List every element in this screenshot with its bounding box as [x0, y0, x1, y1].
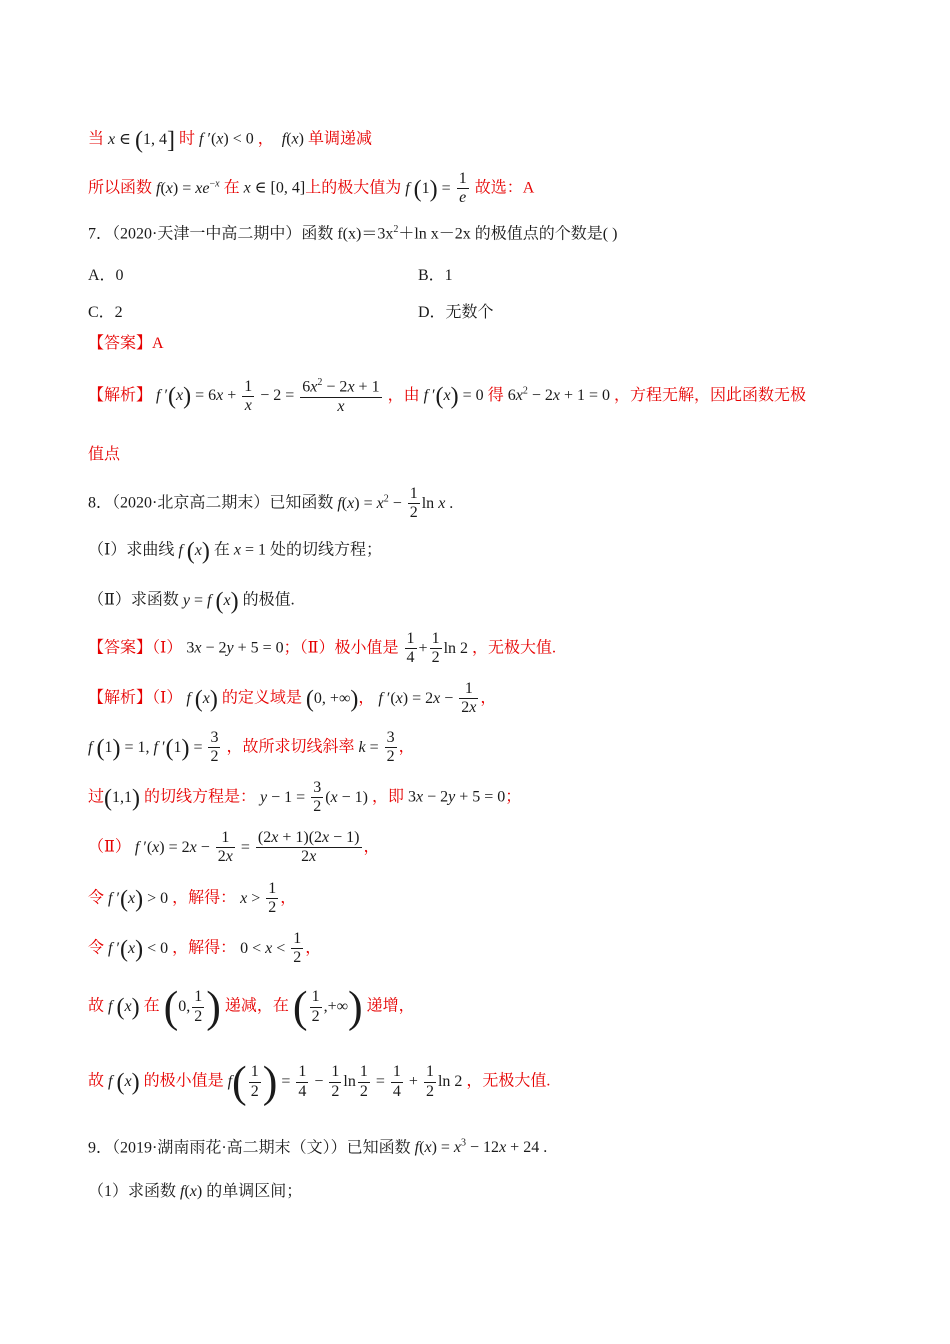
q7-option-d: D．无数个	[418, 304, 494, 321]
q8-analysis-1: 【解析】（Ⅰ） f (x) 的定义域是 (0, +∞)， f ′(x) = 2x − $\frac{1}{2x}$ ，	[88, 680, 497, 717]
prev-line-2: 所以函数 $f(x) = xe^{-x}$ 在 x ∈ [0, 4]上的极大值为 f (1) = $\frac{1}{e}$ 故选：A	[88, 170, 535, 207]
q7-analysis: 【解析】 f ′(x) = 6x + $\frac{1}{x}$ − 2 = $\frac{6x^2 - 2x + 1}{x}$ ，由 f ′(x) = 0 得 $6x^2 - 2x + 1 = 0$ ，方程无解，因此函数无极	[88, 377, 807, 415]
q8-analysis-7: 故 f (x) 在 (0, $\frac{1}{2}$ ) 递减，在 ( $\frac{1}{2}$ ,+∞) 递增，	[88, 982, 415, 1031]
q8-stem: 8．（2020·北京高二期末）已知函数 $f(x) = x^2$ − $\frac{1}{2}$ ln x .	[88, 485, 454, 522]
q7-option-b: B．1	[418, 267, 453, 284]
q7-option-c: C．2	[88, 304, 123, 321]
q9-stem: 9．（2019·湖南雨花·高二期末（文））已知函数 $f(x) = x^3 - 12x + 24$ .	[88, 1138, 548, 1157]
q8-analysis-4: （Ⅱ） f ′(x) = 2x − $\frac{1}{2x}$ = $\frac{(2x + 1)(2x - 1)}{2x}$ ，	[88, 829, 380, 866]
q8-answer: 【答案】（Ⅰ） 3x − 2y + 5 = 0；（Ⅱ）极小值是 $\frac{1}{4}$ + $\frac{1}{2}$ ln 2 ，无极大值.	[88, 630, 557, 667]
q8-analysis-6: 令 f ′(x) < 0 ，解得： 0 < x < $\frac{1}{2}$ ，	[88, 930, 322, 967]
q7-analysis-cont: 值点	[88, 446, 121, 463]
q7-option-a: A．0	[88, 267, 124, 284]
q7-answer: 【答案】A	[88, 335, 164, 352]
q8-analysis-8: 故 f (x) 的极小值是 f( $\frac{1}{2}$ ) = $\frac{1}{4}$ − $\frac{1}{2}$ ln $\frac{1}{2}$ = $\frac{1}{4}$ + $\frac{1}{2}$ ln 2 ，无极大值.	[88, 1057, 551, 1106]
q8-analysis-3: 过(1,1) 的切线方程是： y − 1 = $\frac{3}{2}$ (x − 1) ，即 3x − 2y + 5 = 0；	[88, 779, 522, 816]
q8-analysis-5: 令 f ′(x) > 0 ，解得： x > $\frac{1}{2}$ ，	[88, 880, 297, 917]
q7-stem: 7．（2020·天津一中高二期中）函数 $f(x)=3x^2+\ln$ x－2x 的极值点的个数是( )	[88, 224, 618, 243]
q8-part-1: （Ⅰ）求曲线 f (x) 在 x = 1 处的切线方程；	[88, 538, 383, 564]
q8-analysis-2: f (1) = 1, f ′(1) = $\frac{3}{2}$ ，故所求切线斜率 k = $\frac{3}{2}$ ，	[88, 729, 415, 766]
q8-part-2: （Ⅱ）求函数 y = f (x) 的极值.	[88, 588, 295, 614]
prev-line-1: 当 x ∈ (1, 4] 时 f ′(x) < 0 ， f(x) 单调递减	[88, 127, 372, 153]
q9-part-1: （1）求函数 f(x) 的单调区间；	[88, 1183, 303, 1200]
